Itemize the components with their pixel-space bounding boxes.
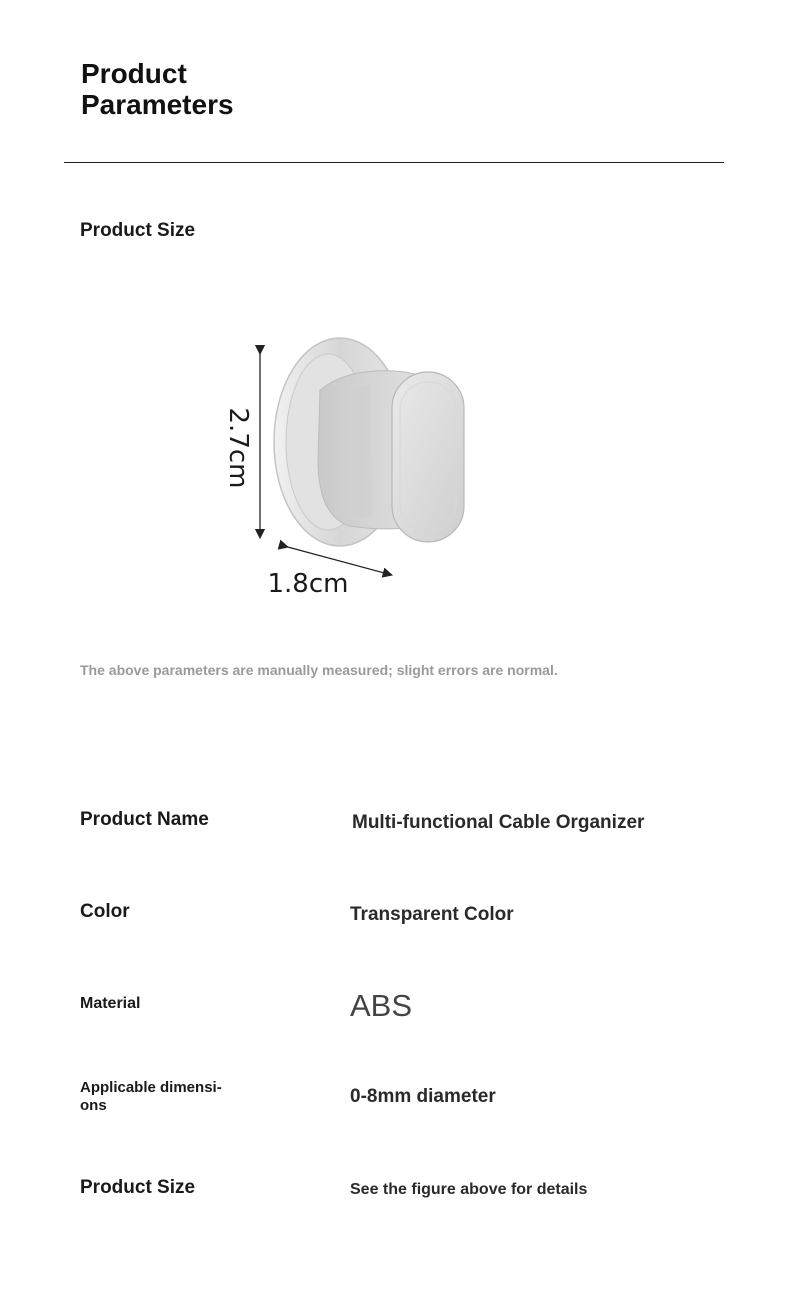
page-title <box>81 58 234 120</box>
product-size-heading: Product Size <box>80 220 196 241</box>
param-label-color: Color <box>80 901 130 922</box>
param-label-dimensions <box>80 1079 222 1115</box>
product-illustration <box>200 320 520 620</box>
width-label: 1.8cm <box>267 569 349 599</box>
param-value-product-name: Multi-functional Cable Organizer <box>352 812 645 833</box>
param-label-dimensions-line-2: ons <box>80 1097 107 1114</box>
param-label-dimensions-line-1: Applicable dimensi- <box>80 1079 222 1096</box>
page-title-line-1: Product <box>81 58 187 89</box>
param-value-product-size: See the figure above for details <box>350 1181 588 1198</box>
product-size-figure <box>200 320 520 620</box>
param-label-product-name: Product Name <box>80 809 209 830</box>
measurement-note: The above parameters are manually measured; slight errors are normal. <box>80 662 558 678</box>
divider <box>64 162 724 163</box>
product-cap <box>392 372 464 542</box>
param-label-material: Material <box>80 995 141 1012</box>
param-value-dimensions: 0-8mm diameter <box>350 1086 496 1107</box>
height-label: 2.7cm <box>223 407 253 489</box>
param-label-product-size: Product Size <box>80 1177 196 1198</box>
param-value-color: Transparent Color <box>350 904 514 925</box>
page-title-line-2: Parameters <box>81 89 234 120</box>
param-value-material: ABS <box>350 988 413 1023</box>
